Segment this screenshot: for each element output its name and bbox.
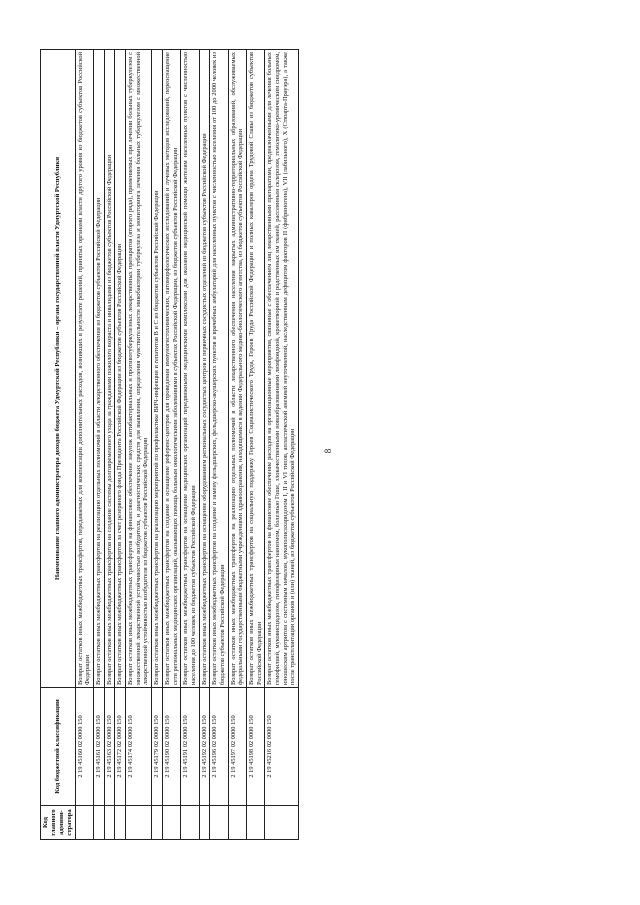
table-row bbox=[199, 50, 210, 840]
description-cell: Возврат остатков иных межбюджетных трансфертов на оснащение оборудованием региональных сосудистых центров и первичных сосудистых отделений из бюджетов субъектов Российской Федерации bbox=[199, 50, 210, 688]
classification-code-cell: 2 19 45197 02 0000 150 bbox=[228, 688, 246, 806]
admin-code-cell bbox=[210, 806, 228, 840]
admin-code-cell bbox=[152, 806, 163, 840]
description-cell: Возврат остатков иных межбюджетных трансфертов на финансовое обеспечение закупок антибактериальных и противотуберкулезных лекарственных препаратов (второго ряда), применяемых при лечении больных туберкулезом с множественной лекарственной устойчивостью возбудителя, и диагностических средств для выявления, определения чувствительности микобактерии туберкулеза и мониторинга лечения больных туберкулезом с множественной лекарственной устойчивостью возбудителя из бюджетов субъектов Российской Федерации bbox=[126, 50, 152, 688]
description-cell: Возврат остатков иных межбюджетных трансфертов на финансовое обеспечение расходов на организационные мероприятия, связанные с обеспечением лиц лекарственными препаратами, предназначенными для лечения больных гемофилией, муковисцидозом, гипофизарным нанизмом, болезнью Гоше, злокачественными новообразованиями лимфоидной, кроветворной и родственных им тканей, рассеянным склерозом, гемолитико-уремическим синдромом, юношеским артритом с системным началом, мукополисахаридозом I, II и VI типов, апластической анемией неуточненной, наследственным дефицитом факторов II (фибриногена), VII (лабильного), X (Стюарта-Прауэра), а также после трансплантации органов и (или) тканей, из бюджетов субъектов Российской Федерации bbox=[265, 50, 299, 688]
table-row bbox=[115, 50, 126, 840]
classification-code-cell: 2 19 45198 02 0000 150 bbox=[247, 688, 265, 806]
header-admin-code: Код главного админи-стратора bbox=[41, 806, 76, 840]
classification-code-cell: 2 19 45192 02 0000 150 bbox=[199, 688, 210, 806]
classification-code-cell: 2 19 45174 02 0000 150 bbox=[126, 688, 152, 806]
description-cell: Возврат остатков иных межбюджетных трансфертов на социальную поддержку Героев Социалистического Труда, Героев Труда Российской Федерации и полных кавалеров ордена Трудовой Славы из бюджетов субъектов Российской Федерации bbox=[247, 50, 265, 688]
classification-code-cell: 2 19 45196 02 0000 150 bbox=[210, 688, 228, 806]
description-cell: Возврат остатков иных межбюджетных трансфертов на оснащение медицинских организаций передвижными медицинскими комплексами для оказания медицинской помощи жителям населенных пунктов с численностью населения до 100 человек из бюджетов субъектов Российской Федерации bbox=[181, 50, 199, 688]
admin-code-cell bbox=[228, 806, 246, 840]
admin-code-cell bbox=[247, 806, 265, 840]
admin-code-cell bbox=[265, 806, 299, 840]
table-row bbox=[152, 50, 163, 840]
table-body bbox=[75, 50, 299, 840]
description-cell: Возврат остатков иных межбюджетных трансфертов, передаваемых для компенсации дополнительных расходов, возникших в результате решений, принятых органами власти другого уровня из бюджетов субъектов Российской Федерации bbox=[75, 50, 93, 688]
classification-code-cell: 2 19 45216 02 0000 150 bbox=[265, 688, 299, 806]
header-classification-code: Код бюджетной классификации bbox=[41, 688, 76, 806]
admin-code-cell bbox=[94, 806, 105, 840]
table-row bbox=[104, 50, 115, 840]
classification-code-cell: 2 19 45160 02 0000 150 bbox=[75, 688, 93, 806]
table-row bbox=[210, 50, 228, 840]
admin-code-cell bbox=[104, 806, 115, 840]
table-row bbox=[228, 50, 246, 840]
admin-code-cell bbox=[162, 806, 180, 840]
table-row bbox=[75, 50, 93, 840]
description-cell: Возврат остатков иных межбюджетных трансфертов на создание системы долговременного ухода за гражданами пожилого возраста и инвалидами из бюджетов субъектов Российской Федерации bbox=[104, 50, 115, 688]
classification-code-cell: 2 19 45163 02 0000 150 bbox=[104, 688, 115, 806]
classification-code-cell: 2 19 45161 02 0000 150 bbox=[94, 688, 105, 806]
classification-code-cell: 2 19 45191 02 0000 150 bbox=[181, 688, 199, 806]
page-number: 8 bbox=[323, 448, 333, 454]
table-row bbox=[162, 50, 180, 840]
table-row bbox=[247, 50, 265, 840]
description-cell: Возврат остатков иных межбюджетных трансфертов на реализацию мероприятий по профилактике ВИЧ-инфекции и гепатитов В и С из бюджетов субъектов Российской Федерации bbox=[152, 50, 163, 688]
revenue-administrators-table bbox=[40, 49, 299, 840]
table-row bbox=[265, 50, 299, 840]
description-cell: Возврат остатков иных межбюджетных трансфертов за счет резервного фонда Президента Российской Федерации из бюджетов субъектов Российской Федерации bbox=[115, 50, 126, 688]
table-header-row bbox=[41, 50, 76, 840]
description-cell: Возврат остатков иных межбюджетных трансфертов на создание и оснащение референс-центров для проведения иммуногистохимических, патоморфологических исследований и лучевых методов исследований, переоснащение сети региональных медицинских организаций, оказывающих помощь больным онкологическими заболеваниями в субъектах Российской Федерации, из бюджетов субъектов Российской Федерации bbox=[162, 50, 180, 688]
rotated-table-container bbox=[40, 50, 580, 840]
table-row bbox=[126, 50, 152, 840]
classification-code-cell: 2 19 45179 02 0000 150 bbox=[152, 688, 163, 806]
admin-code-cell bbox=[115, 806, 126, 840]
classification-code-cell: 2 19 45172 02 0000 150 bbox=[115, 688, 126, 806]
admin-code-cell bbox=[126, 806, 152, 840]
classification-code-cell: 2 19 45190 02 0000 150 bbox=[162, 688, 180, 806]
admin-code-cell bbox=[75, 806, 93, 840]
table-row bbox=[181, 50, 199, 840]
description-cell: Возврат остатков иных межбюджетных трансфертов на создание и замену фельдшерских, фельдшерско-акушерских пунктов и врачебных амбулаторий для населенных пунктов с численностью населения от 100 до 2000 человек из бюджетов субъектов Российской Федерации bbox=[210, 50, 228, 688]
admin-code-cell bbox=[181, 806, 199, 840]
header-name: Наименование главного администратора доходов бюджета Удмуртской Республики – органа государственной власти Удмуртской Республики bbox=[41, 50, 76, 688]
table-row bbox=[94, 50, 105, 840]
description-cell: Возврат остатков иных межбюджетных трансфертов на реализацию отдельных полномочий в области лекарственного обеспечения из бюджетов субъектов Российской Федерации bbox=[94, 50, 105, 688]
admin-code-cell bbox=[199, 806, 210, 840]
description-cell: Возврат остатков иных межбюджетных трансфертов на реализацию отдельных полномочий в области лекарственного обеспечения населения закрытых административно-территориальных образований, обслуживаемых федеральными государственными бюджетными учреждениями здравоохранения, находящимися в ведении Федерального медико-биологического агентства, из бюджетов субъектов Российской Федерации bbox=[228, 50, 246, 688]
